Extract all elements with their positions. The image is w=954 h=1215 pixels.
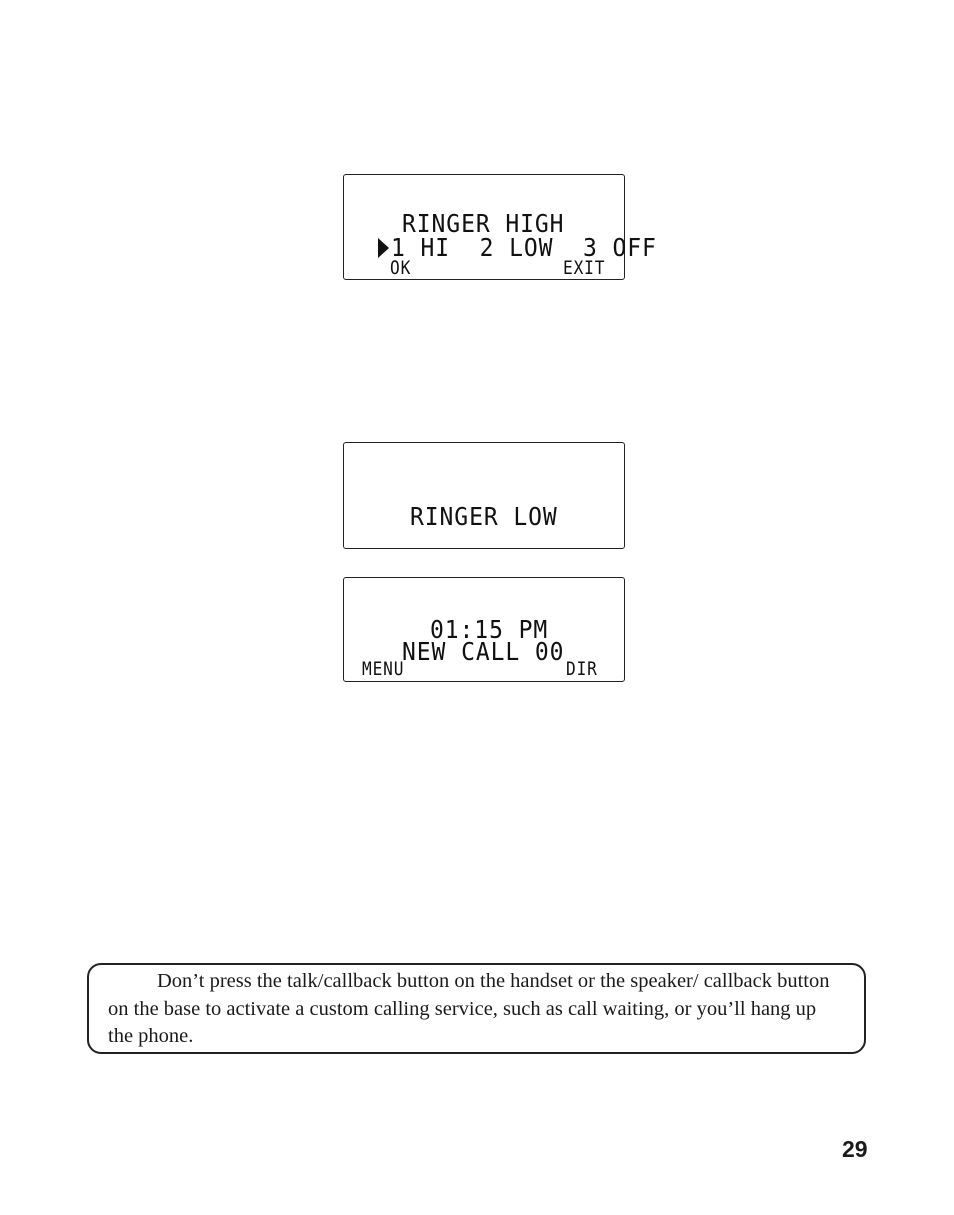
note-text: Don’t press the talk/callback button on the handset or the speaker/ callback button on the base to activate a custom calling service, such as call waiting, or you’ll hang up the phone.	[108, 970, 830, 1047]
triangle-right-icon	[378, 238, 389, 258]
lcd-line-1: RINGER LOW	[410, 502, 558, 531]
note-box	[87, 963, 866, 1054]
lcd-display-ringer-high	[343, 174, 657, 280]
lcd-time: 01:15 PM	[430, 615, 549, 644]
soft-key-left-label: MENU	[362, 658, 405, 680]
soft-key-left-label: OK	[390, 257, 412, 279]
soft-key-right-label: DIR	[566, 658, 598, 680]
lcd-display-ringer-low	[343, 442, 625, 549]
page-number: 29	[842, 1136, 868, 1162]
soft-key-right-label: EXIT	[563, 257, 606, 279]
lcd-line-2: 1 HI 2 LOW 3 OFF	[391, 233, 657, 262]
lcd-display-standby	[343, 577, 625, 682]
lcd-line-1: RINGER HIGH	[402, 209, 565, 238]
lcd-new-call-count: NEW CALL 00	[402, 637, 565, 666]
